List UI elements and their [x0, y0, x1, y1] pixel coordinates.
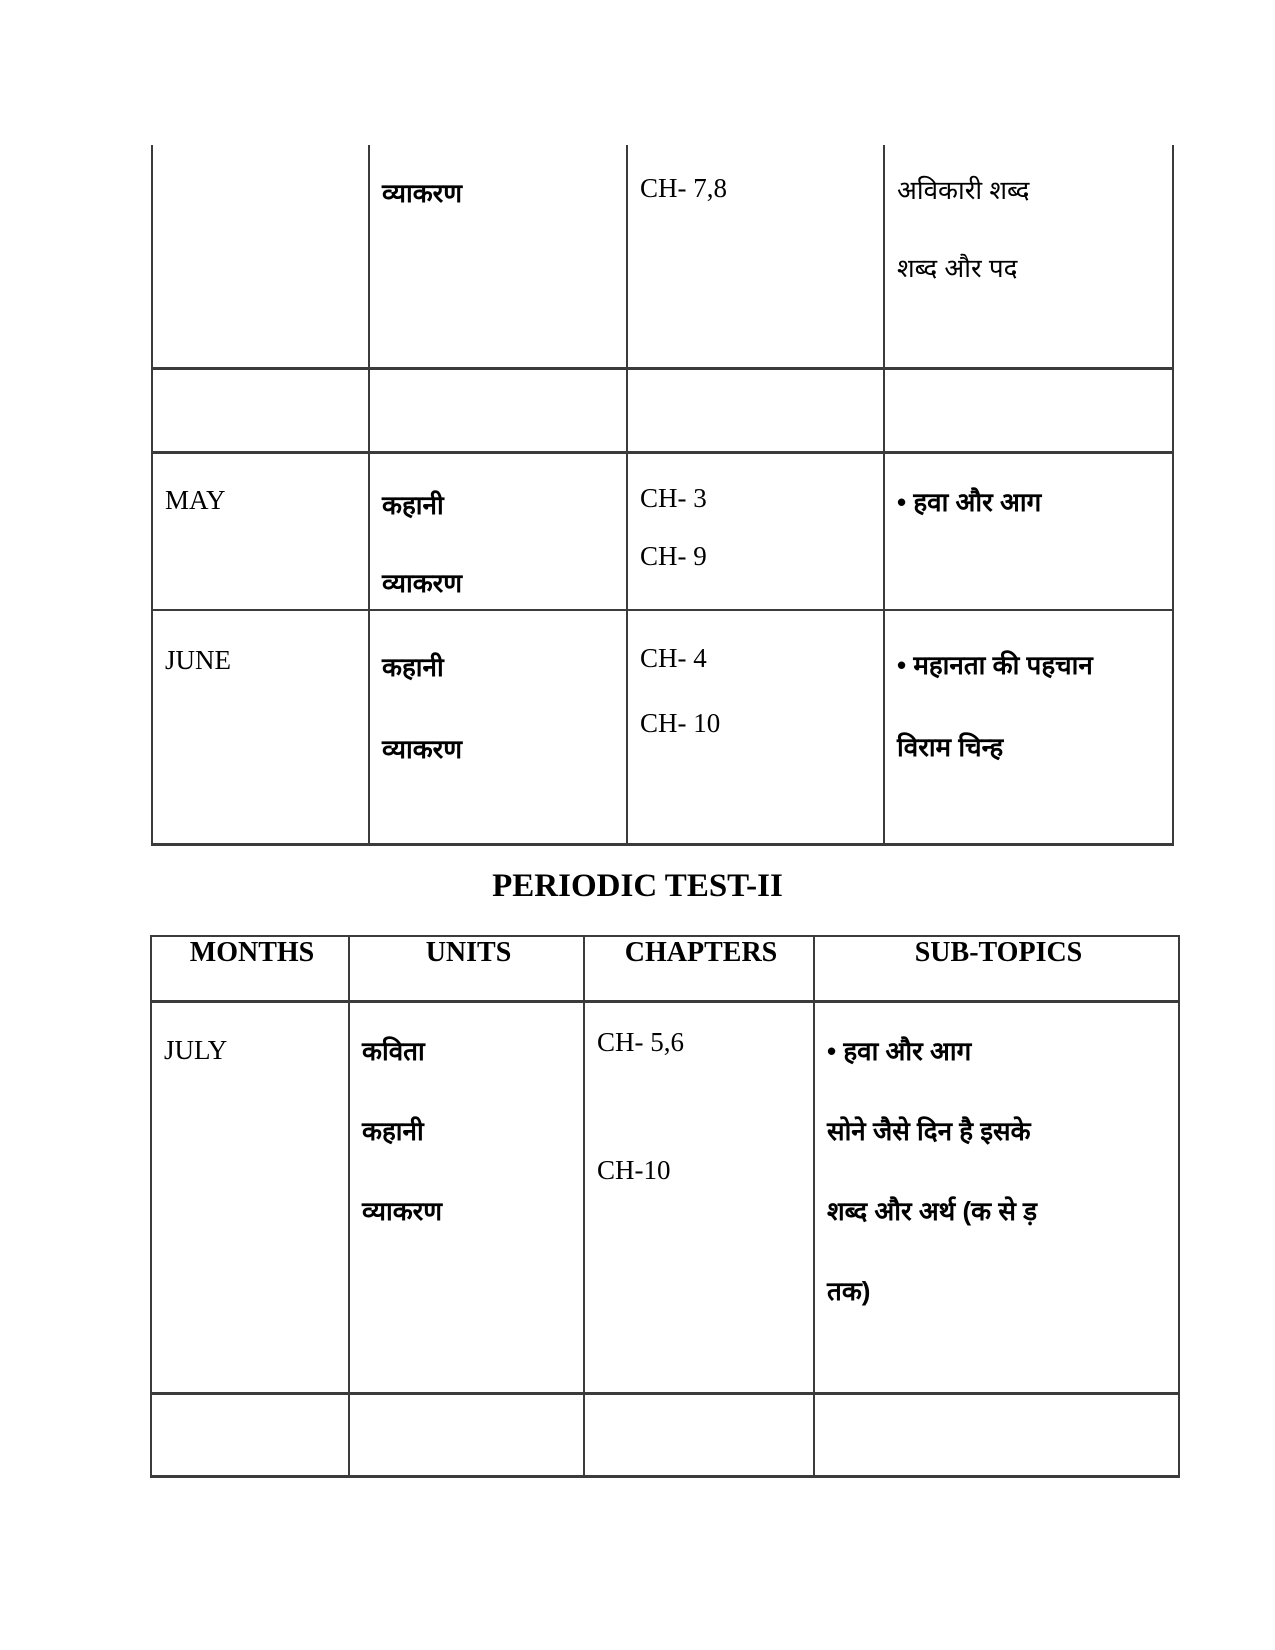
month-label: JULY — [164, 1034, 228, 1065]
column-header-chapters: CHAPTERS — [584, 936, 814, 1001]
chapter-line: CH- 9 — [640, 540, 707, 571]
units-cell — [349, 1393, 584, 1476]
subtopic-line: विराम चिन्ह — [897, 732, 1004, 762]
month-label: JUNE — [165, 645, 231, 675]
subtopics-cell — [884, 610, 1173, 844]
chapter-line: CH- 7,8 — [640, 173, 727, 203]
chapter-line: CH- 10 — [640, 708, 721, 738]
subtopic-line: सोने जैसे दिन है इसके — [827, 1115, 1031, 1146]
month-cell — [152, 368, 369, 452]
month-cell — [152, 452, 369, 610]
column-header-units: UNITS — [349, 936, 584, 1001]
unit-line: व्याकरण — [362, 1195, 443, 1226]
units-cell — [369, 368, 627, 452]
chapters-cell — [627, 610, 884, 844]
subtopic-line: • महानता की पहचान — [897, 650, 1093, 680]
unit-line: व्याकरण — [382, 567, 463, 598]
subtopics-cell — [884, 145, 1173, 368]
subtopics-cell — [814, 1001, 1179, 1393]
month-label: MAY — [165, 484, 226, 515]
chapters-cell — [584, 1393, 814, 1476]
syllabus-table-periodic-test-2 — [150, 935, 1180, 1478]
units-cell — [369, 610, 627, 844]
unit-line: व्याकरण — [382, 178, 463, 208]
chapters-cell — [627, 368, 884, 452]
subtopic-line: शब्द और अर्थ (क से ड़ — [827, 1195, 1038, 1226]
month-cell — [152, 145, 369, 368]
column-header-subtopics: SUB-TOPICS — [814, 936, 1179, 1001]
table-row — [152, 610, 1173, 844]
subtopics-cell — [814, 1393, 1179, 1476]
month-cell — [152, 610, 369, 844]
chapter-line: CH-10 — [597, 1154, 671, 1185]
table-row — [152, 145, 1173, 368]
empty-row — [152, 368, 1173, 452]
table-row — [151, 1001, 1179, 1393]
chapter-line: CH- 5,6 — [597, 1026, 684, 1057]
subtopics-cell — [884, 452, 1173, 610]
unit-line: कहानी — [382, 652, 444, 682]
month-cell — [151, 1001, 349, 1393]
units-cell — [369, 145, 627, 368]
unit-line: कहानी — [382, 489, 444, 520]
chapter-line: CH- 4 — [640, 643, 707, 673]
table-row — [152, 452, 1173, 610]
chapters-cell — [627, 145, 884, 368]
chapters-cell — [627, 452, 884, 610]
month-cell — [151, 1393, 349, 1476]
subtopic-line: अविकारी शब्द — [897, 175, 1030, 205]
chapters-cell — [584, 1001, 814, 1393]
syllabus-table-upper — [151, 145, 1174, 846]
empty-row — [151, 1393, 1179, 1476]
subtopic-line: • हवा और आग — [897, 486, 1042, 517]
chapter-line: CH- 3 — [640, 482, 707, 513]
unit-line: कहानी — [362, 1115, 424, 1146]
subtopic-line: तक) — [827, 1275, 871, 1306]
units-cell — [349, 1001, 584, 1393]
subtopic-line: शब्द और पद — [897, 253, 1018, 283]
column-header-months: MONTHS — [151, 936, 349, 1001]
unit-line: व्याकरण — [382, 734, 463, 764]
header-row — [151, 936, 1179, 1001]
unit-line: कविता — [362, 1035, 425, 1066]
units-cell — [369, 452, 627, 610]
section-heading: PERIODIC TEST-II — [492, 868, 783, 904]
subtopic-line: • हवा और आग — [827, 1035, 972, 1066]
subtopics-cell — [884, 368, 1173, 452]
